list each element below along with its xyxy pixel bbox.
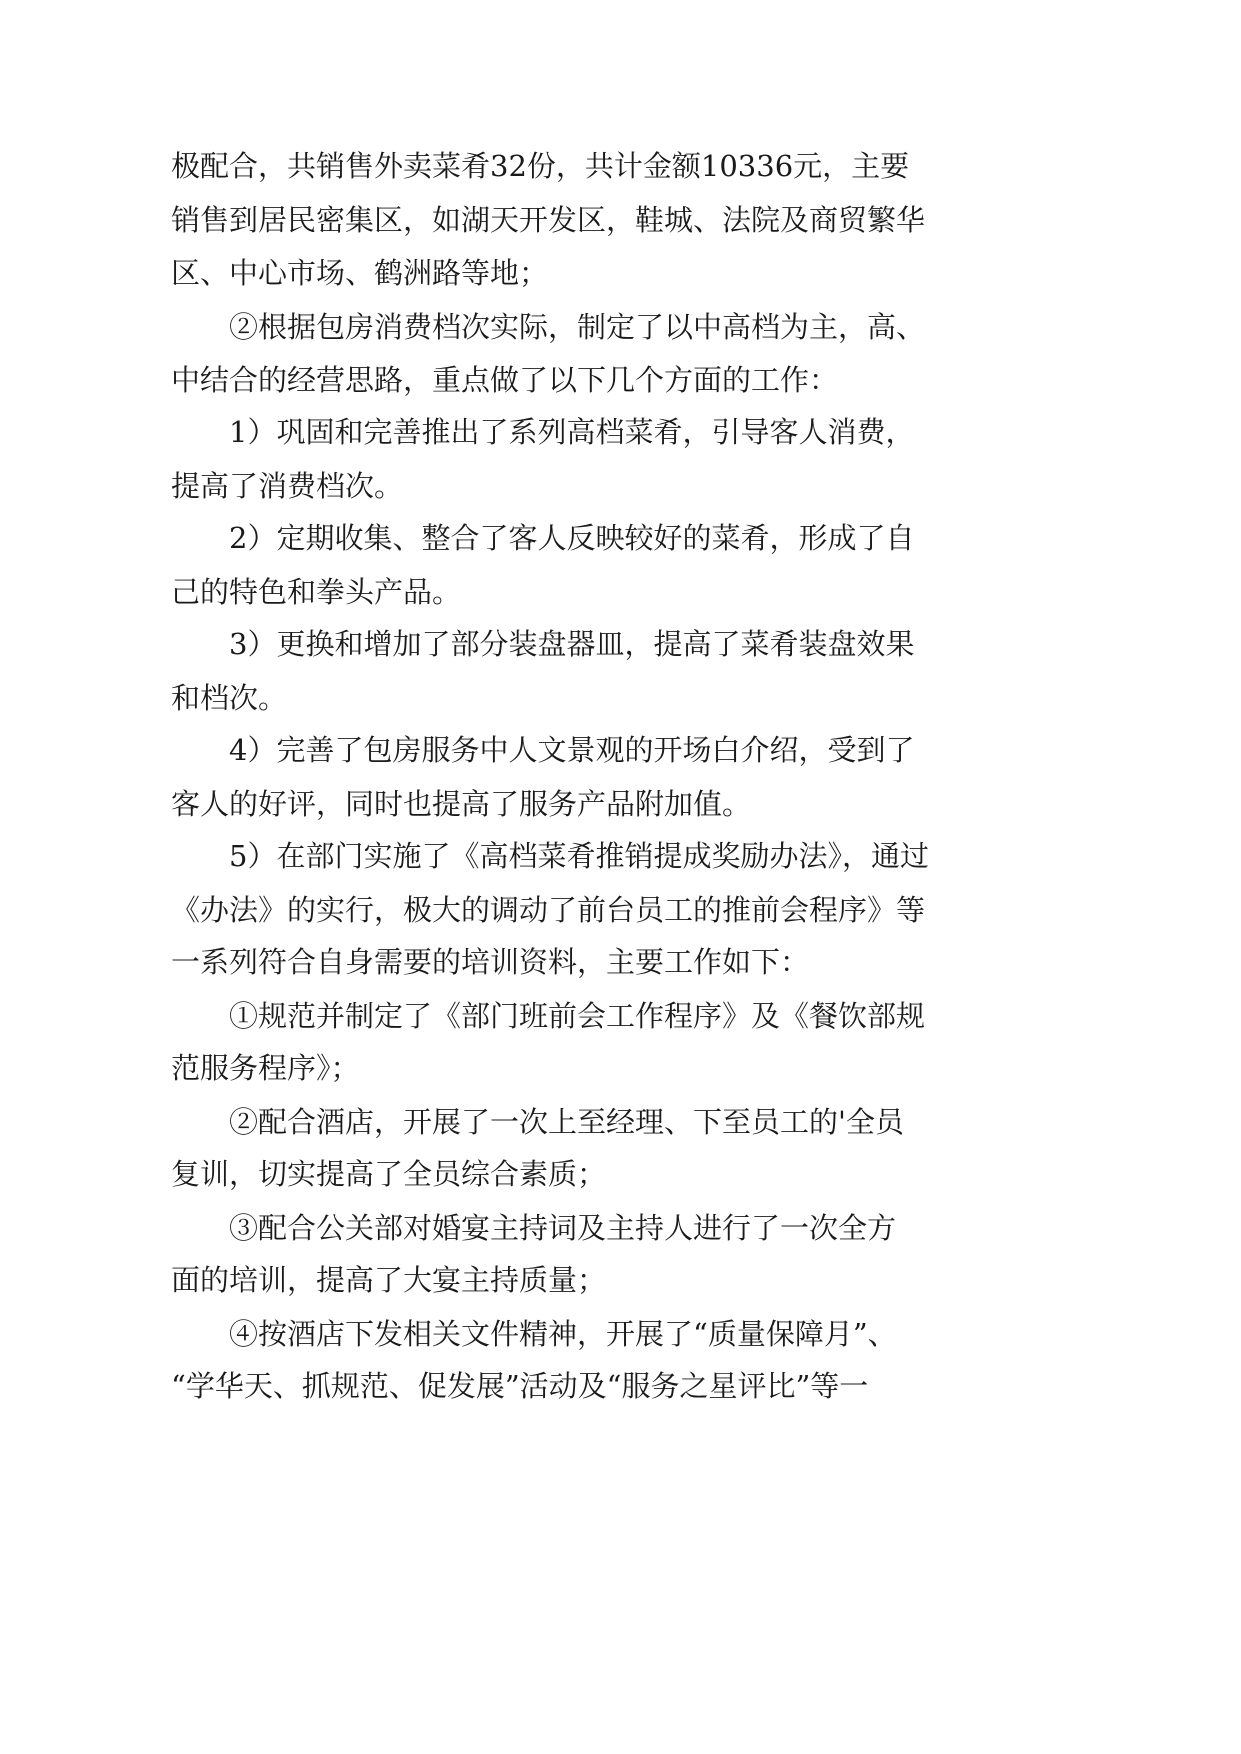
text-line: 区、中心市场、鹤洲路等地； <box>171 256 549 290</box>
text-line: ③配合公关部对婚宴主持词及主持人进行了一次全方 <box>229 1211 897 1245</box>
text-line: 范服务程序》； <box>171 1051 360 1085</box>
text-line: 4）完善了包房服务中人文景观的开场白介绍，受到了 <box>229 733 915 767</box>
text-line: 提高了消费档次。 <box>171 469 404 503</box>
text-line: 一系列符合自身需要的培训资料，主要工作如下： <box>171 945 810 979</box>
text-line: 3）更换和增加了部分装盘器皿，提高了菜肴装盘效果 <box>229 627 915 661</box>
text-line: 己的特色和拳头产品。 <box>171 575 462 609</box>
text-line: ②根据包房消费档次实际，制定了以中高档为主，高、 <box>229 310 926 344</box>
text-line: “学华天、抓规范、促发展”活动及“服务之星评比”等一 <box>171 1369 869 1403</box>
text-line: 5）在部门实施了《高档菜肴推销提成奖励办法》，通过 <box>229 839 929 873</box>
text-line: 1）巩固和完善推出了系列高档菜肴，引导客人消费， <box>229 415 915 449</box>
text-line: ①规范并制定了《部门班前会工作程序》及《餐饮部规 <box>229 999 926 1033</box>
text-line: 中结合的经营思路，重点做了以下几个方面的工作： <box>171 363 839 397</box>
text-line: 复训，切实提高了全员综合素质； <box>171 1157 607 1191</box>
text-line: 2）定期收集、整合了客人反映较好的菜肴，形成了自 <box>229 521 915 555</box>
text-line: 《办法》的实行，极大的调动了前台员工的推前会程序》等 <box>171 893 926 927</box>
text-line: 销售到居民密集区，如湖天开发区，鞋城、法院及商贸繁华 <box>171 203 926 237</box>
text-line: 和档次。 <box>171 681 288 715</box>
text-line: 极配合，共销售外卖菜肴32份，共计金额10336元，主要 <box>171 149 910 183</box>
text-line: ④按酒店下发相关文件精神，开展了“质量保障月”、 <box>229 1317 897 1351</box>
text-line: 面的培训，提高了大宴主持质量； <box>171 1263 607 1297</box>
text-line: ②配合酒店，开展了一次上至经理、下至员工的'全员 <box>229 1105 904 1139</box>
text-line: 客人的好评，同时也提高了服务产品附加值。 <box>171 787 752 821</box>
